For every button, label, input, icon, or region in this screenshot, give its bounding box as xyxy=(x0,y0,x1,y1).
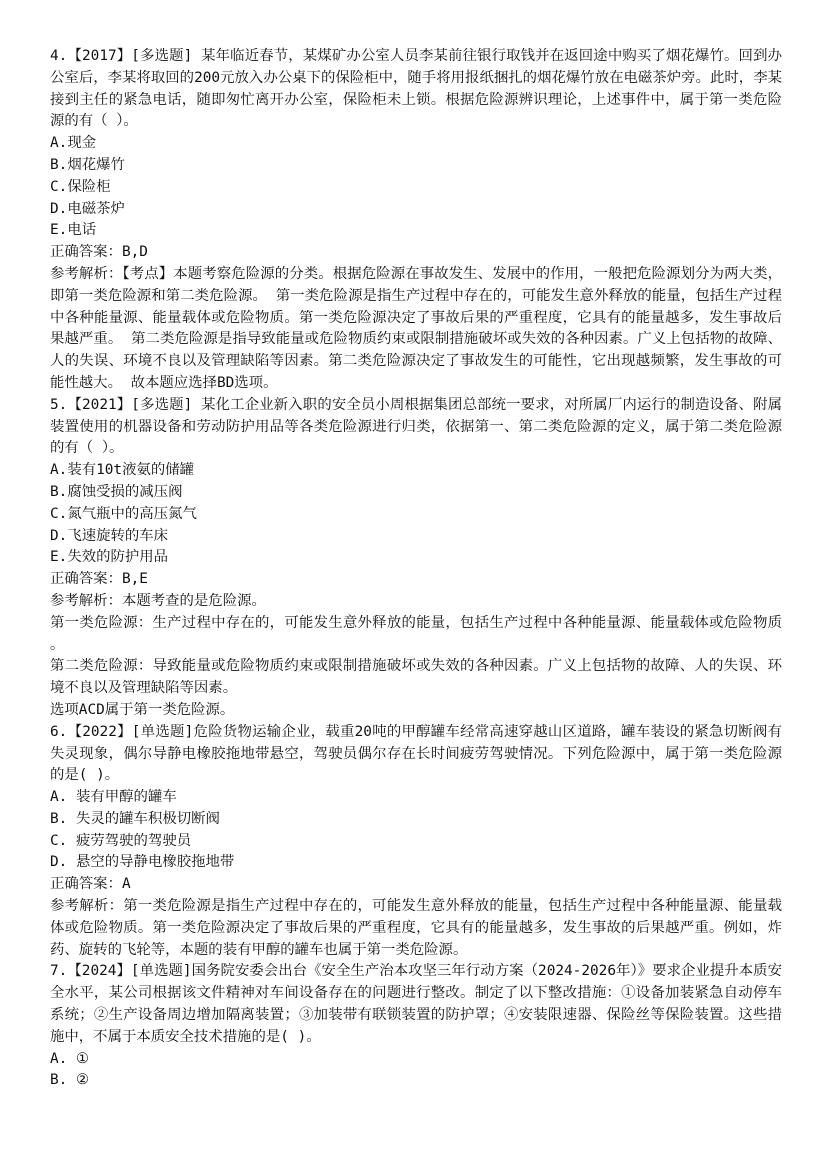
option-d: D.电磁茶炉 xyxy=(50,200,125,217)
question-7 xyxy=(50,961,782,1092)
option-a: A.装有10t液氨的储罐 xyxy=(50,462,195,479)
option-list xyxy=(50,460,782,569)
question-5 xyxy=(50,395,782,722)
analysis-paragraph: 第二类危险源：导致能量或危险物质约束或限制措施破坏或失效的各种因素。广义上包括物的故障、人的失误、环境不良以及管理缺陷等因素。 xyxy=(50,658,782,697)
correct-answer: 正确答案：B,E xyxy=(50,571,148,588)
question-4 xyxy=(50,46,782,395)
option-a: A. 装有甲醇的罐车 xyxy=(50,789,177,806)
analysis-paragraph: 选项ACD属于第一类危险源。 xyxy=(50,701,235,718)
option-a: A.现金 xyxy=(50,135,97,152)
question-stem: 7.【2024】[单选题]国务院安委会出台《安全生产治本攻坚三年行动方案（2024-2026年）》要求企业提升本质安全水平，某公司根据该文件精神对车间设备存在的问题进行整改。制定了以下整改措施：①设备加装紧急自动停车系统；②生产设备周边增加隔离装置；③加装带有联锁装置的防护罩；④安装限速器、保险丝等保险装置。这些措施中，不属于本质安全技术措施的是( )。 xyxy=(50,963,782,1045)
option-list xyxy=(50,133,782,242)
question-stem: 6.【2022】[单选题]危险货物运输企业，载重20吨的甲醇罐车经常高速穿越山区道路，罐车装设的紧急切断阀有失灵现象，偶尔导静电橡胶拖地带悬空，驾驶员偶尔存在长时间疲劳驾驶情况。下列危险源中，属于第一类危险源的是( )。 xyxy=(50,723,782,784)
option-d: D. 悬空的导静电橡胶拖地带 xyxy=(50,854,235,871)
option-c: C.氮气瓶中的高压氮气 xyxy=(50,505,197,522)
analysis-paragraph: 第一类危险源：生产过程中存在的，可能发生意外释放的能量，包括生产过程中各种能量源、能量载体或危险物质。 xyxy=(50,614,782,653)
option-list xyxy=(50,787,782,874)
option-b: B.腐蚀受损的减压阀 xyxy=(50,483,183,500)
option-e: E.电话 xyxy=(50,222,97,239)
question-6 xyxy=(50,722,782,962)
analysis-paragraph: 参考解析：本题考查的是危险源。 xyxy=(50,592,266,609)
option-list xyxy=(50,1049,782,1093)
option-a: A. ① xyxy=(50,1050,89,1067)
option-b: B. ② xyxy=(50,1072,89,1089)
option-b: B.烟花爆竹 xyxy=(50,156,125,173)
correct-answer: 正确答案：A xyxy=(50,876,131,893)
analysis-paragraph: 参考解析：第一类危险源是指生产过程中存在的，可能发生意外释放的能量，包括生产过程中各种能量源、能量载体或危险物质。第一类危险源决定了事故后果的严重程度，它具有的能量越多，发生事故的后果越严重。例如，炸药、旋转的飞轮等，本题的装有甲醇的罐车也属于第一类危险源。 xyxy=(50,898,782,958)
correct-answer: 正确答案：B,D xyxy=(50,244,148,261)
option-d: D.飞速旋转的车床 xyxy=(50,527,169,544)
option-e: E.失效的防护用品 xyxy=(50,549,169,566)
question-stem: 5.【2021】[多选题] 某化工企业新入职的安全员小周根据集团总部统一要求，对所属厂内运行的制造设备、附属装置使用的机器设备和劳动防护用品等各类危险源进行归类，依据第一、第二类危险源的定义，属于第二类危险源的有（ ）。 xyxy=(50,396,782,457)
analysis-paragraph: 参考解析：【考点】本题考察危险源的分类。根据危险源在事故发生、发展中的作用，一般把危险源划分为两大类，即第一类危险源和第二类危险源。 第一类危险源是指生产过程中存在的，可能发生意外释放的能量，包括生产过程中各种能量源、能量载体或危险物质。第一类危险源决定了事故后果的严重程度，它具有的能量越多，发生事故后果越严重。 第二类危险源是指导致能量或危险物质约束或限制措施破坏或失效的各种因素。广义上包括物的故障、人的失误、环境不良以及管理缺陷等因素。第二类危险源决定了事故发生的可能性，它出现越频繁，发生事故的可能性越大。 故本题应选择BD选项。 xyxy=(50,265,782,391)
option-c: C.保险柜 xyxy=(50,178,111,195)
question-stem: 4.【2017】[多选题] 某年临近春节，某煤矿办公室人员李某前往银行取钱并在返回途中购买了烟花爆竹。回到办公室后，李某将取回的200元放入办公桌下的保险柜中，随手将用报纸捆扎的烟花爆竹放在电磁茶炉旁。此时，李某接到主任的紧急电话，随即匆忙离开办公室，保险柜未上锁。根据危险源辨识理论，上述事件中，属于第一类危险源的有（ ）。 xyxy=(50,48,782,130)
option-b: B. 失灵的罐车积极切断阀 xyxy=(50,810,220,827)
option-c: C. 疲劳驾驶的驾驶员 xyxy=(50,832,192,849)
